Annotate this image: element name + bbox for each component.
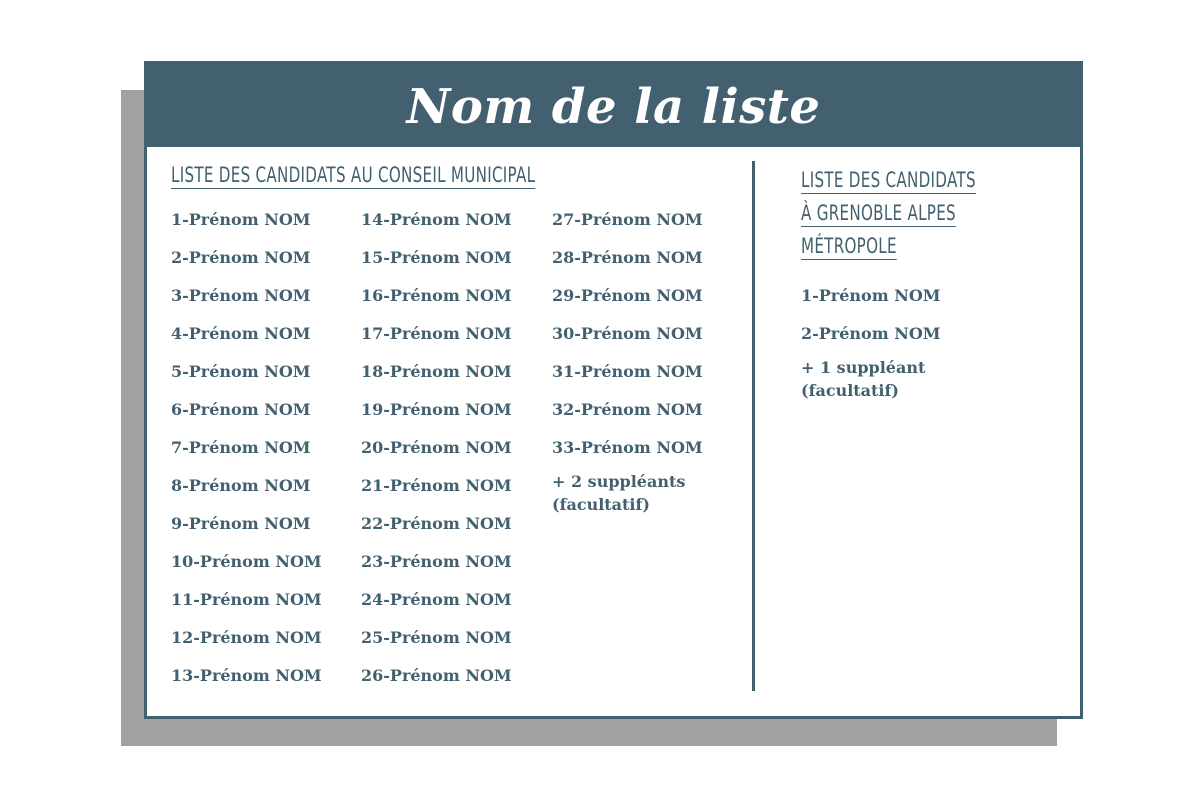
list-item: 16-Prénom NOM	[361, 286, 512, 305]
substitutes-optional: (facultatif)	[552, 495, 650, 514]
list-item: 30-Prénom NOM	[552, 324, 703, 343]
list-item: 33-Prénom NOM	[552, 438, 703, 457]
list-item: 13-Prénom NOM	[171, 666, 322, 685]
list-item: 31-Prénom NOM	[552, 362, 703, 381]
substitutes-count: + 2 suppléants	[552, 472, 686, 491]
list-item: 19-Prénom NOM	[361, 400, 512, 419]
list-item: 1-Prénom NOM	[801, 286, 941, 305]
list-item: 3-Prénom NOM	[171, 286, 311, 305]
list-item: 14-Prénom NOM	[361, 210, 512, 229]
list-item: 23-Prénom NOM	[361, 552, 512, 571]
list-item: 7-Prénom NOM	[171, 438, 311, 457]
metropole-column	[801, 286, 941, 402]
list-item: 22-Prénom NOM	[361, 514, 512, 533]
list-item: 5-Prénom NOM	[171, 362, 311, 381]
list-item: 2-Prénom NOM	[801, 324, 941, 343]
metropole-substitutes-note	[801, 356, 941, 402]
metropole-heading	[801, 164, 1103, 263]
list-item: 11-Prénom NOM	[171, 590, 322, 609]
list-item: 1-Prénom NOM	[171, 210, 311, 229]
substitutes-optional: (facultatif)	[801, 381, 899, 400]
list-item: 21-Prénom NOM	[361, 476, 512, 495]
list-item: 9-Prénom NOM	[171, 514, 311, 533]
metropole-heading-line-1: LISTE DES CANDIDATS	[801, 168, 976, 192]
list-item: 18-Prénom NOM	[361, 362, 512, 381]
municipal-column-1	[171, 210, 322, 704]
list-item: 15-Prénom NOM	[361, 248, 512, 267]
list-item: 24-Prénom NOM	[361, 590, 512, 609]
candidate-list-card	[144, 61, 1083, 719]
list-item: 12-Prénom NOM	[171, 628, 322, 647]
list-item: 20-Prénom NOM	[361, 438, 512, 457]
list-item: 27-Prénom NOM	[552, 210, 703, 229]
column-divider	[752, 161, 755, 691]
list-item: 10-Prénom NOM	[171, 552, 322, 571]
list-item: 2-Prénom NOM	[171, 248, 311, 267]
municipal-column-3	[552, 210, 703, 516]
list-item: 8-Prénom NOM	[171, 476, 311, 495]
list-item: 25-Prénom NOM	[361, 628, 512, 647]
municipal-column-2	[361, 210, 512, 704]
list-title: Nom de la liste	[406, 78, 821, 135]
list-item: 4-Prénom NOM	[171, 324, 311, 343]
list-item: 32-Prénom NOM	[552, 400, 703, 419]
list-item: 26-Prénom NOM	[361, 666, 512, 685]
metropole-heading-line-3: MÉTROPOLE	[801, 234, 897, 258]
metropole-heading-line-2: À GRENOBLE ALPES	[801, 201, 956, 225]
list-item: 28-Prénom NOM	[552, 248, 703, 267]
list-item: 17-Prénom NOM	[361, 324, 512, 343]
municipal-heading-text: LISTE DES CANDIDATS AU CONSEIL MUNICIPAL	[171, 163, 536, 187]
municipal-substitutes-note	[552, 470, 703, 516]
municipal-heading	[171, 164, 535, 186]
substitutes-count: + 1 suppléant	[801, 358, 926, 377]
list-item: 29-Prénom NOM	[552, 286, 703, 305]
header-banner	[147, 64, 1080, 147]
list-item: 6-Prénom NOM	[171, 400, 311, 419]
